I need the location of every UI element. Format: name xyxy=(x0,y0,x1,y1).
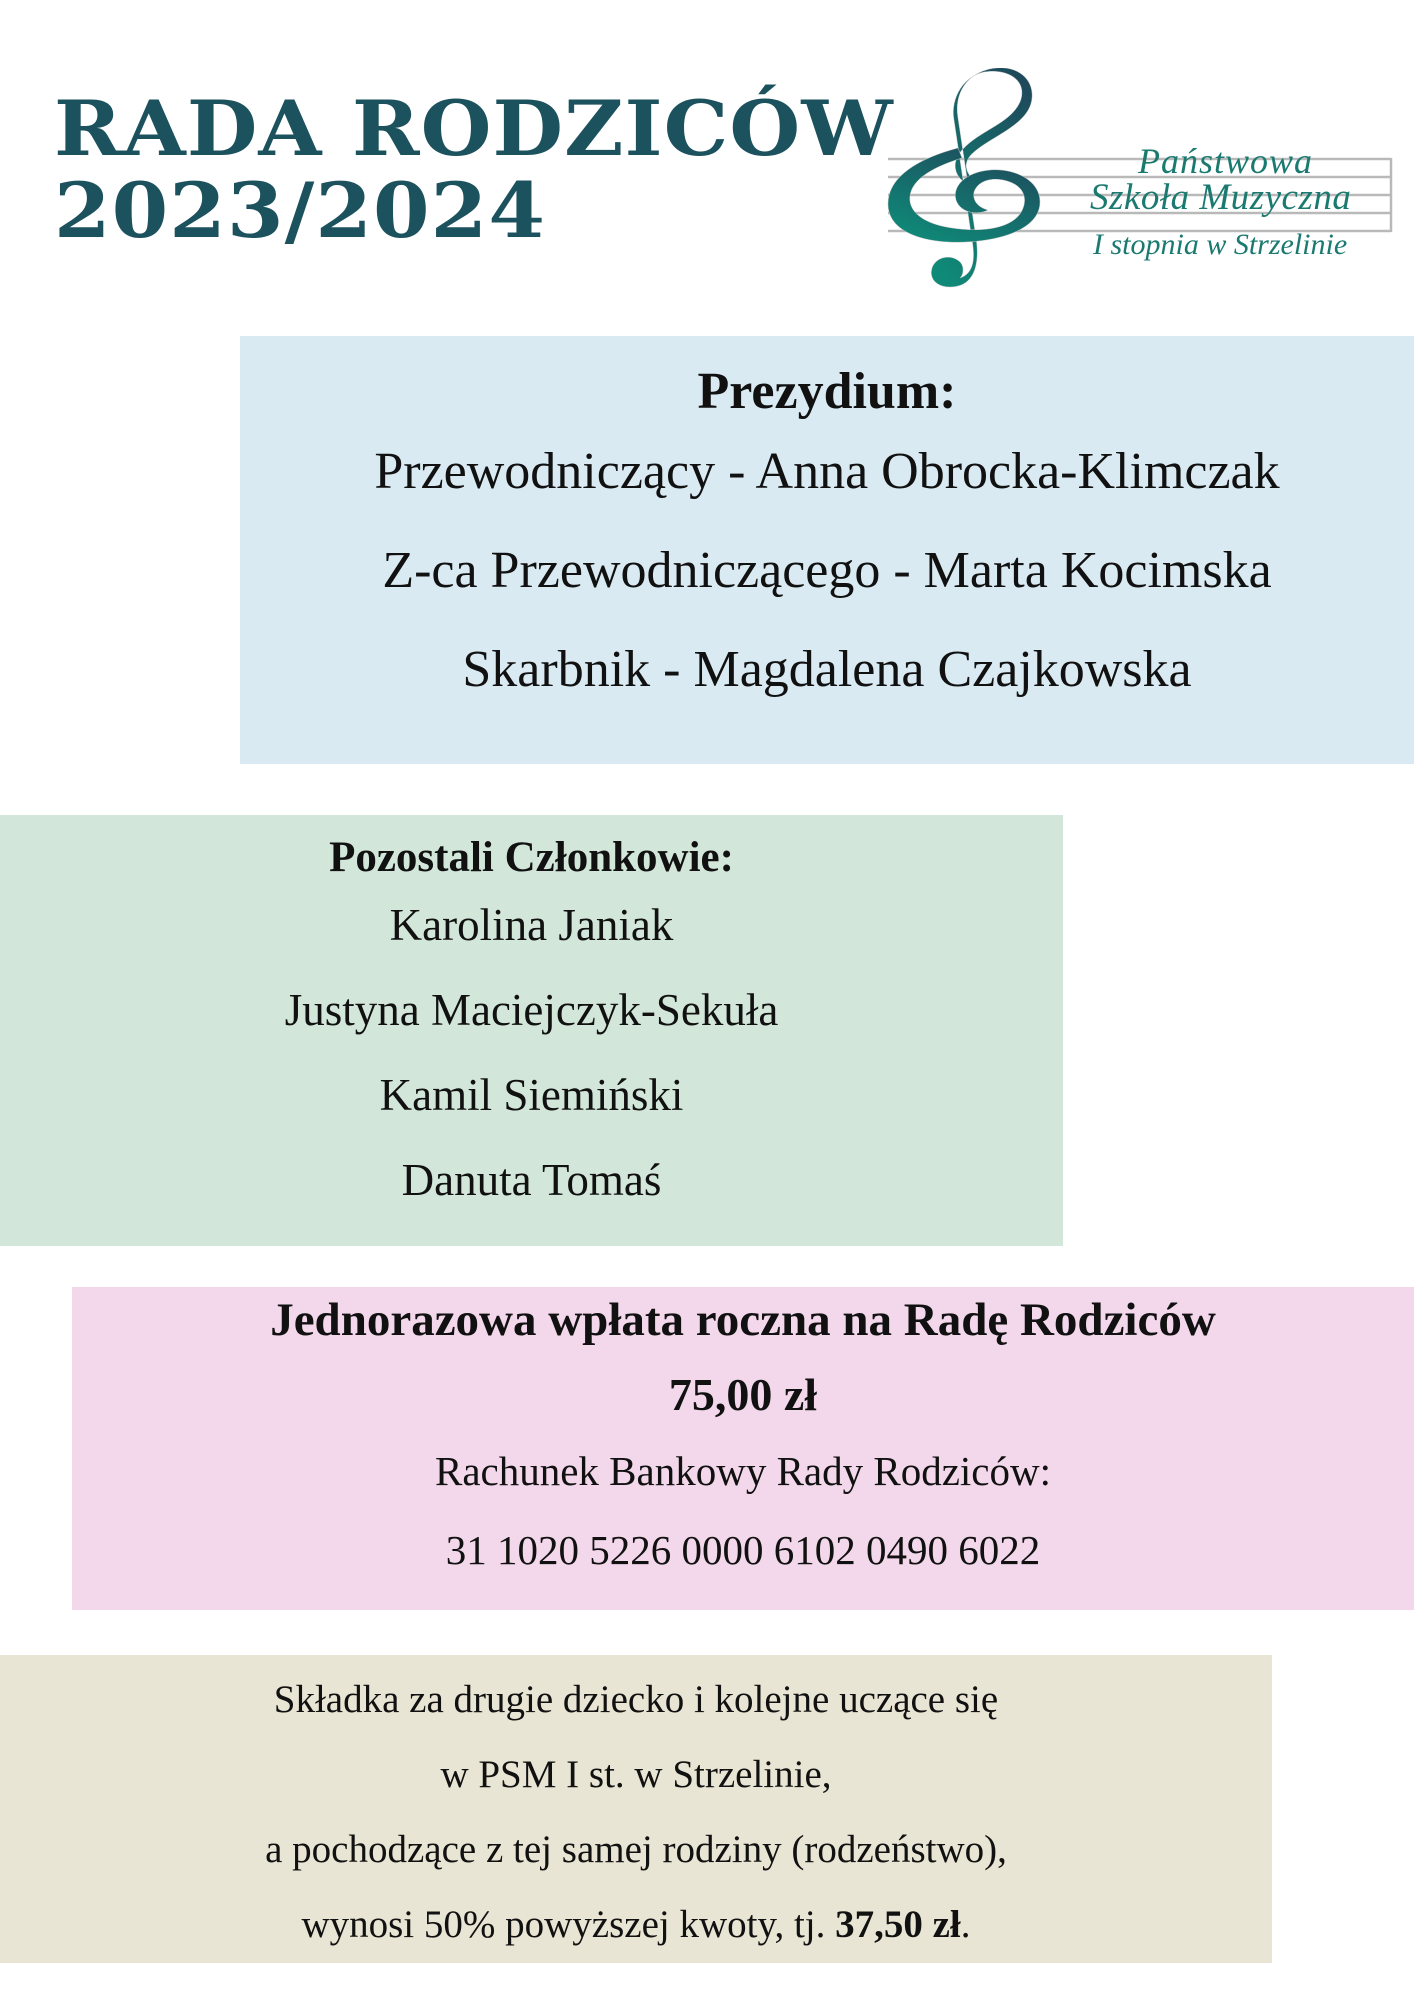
sibling-discount-line xyxy=(0,1887,1272,1962)
payment-section xyxy=(72,1287,1414,1610)
sibling-discount-period: . xyxy=(960,1903,971,1946)
sibling-discount-amount: 37,50 zł xyxy=(835,1903,961,1946)
bank-account-label: Rachunek Bankowy Rady Rodziców: xyxy=(434,1448,1052,1494)
payment-heading: Jednorazowa wpłata roczna na Radę Rodziców xyxy=(270,1294,1216,1346)
payment-amount: 75,00 zł xyxy=(668,1369,818,1420)
page-title xyxy=(54,84,894,255)
sibling-discount-line: a pochodzące z tej samej rodziny (rodzeństwo), xyxy=(265,1828,1007,1871)
logo-text-line2: Szkoła Muzyczna xyxy=(1090,177,1352,218)
sibling-discount-line: Składka za drugie dziecko i kolejne uczące się xyxy=(273,1678,999,1721)
member-item: Kamil Siemiński xyxy=(379,1070,684,1120)
bank-account-number: 31 1020 5226 0000 6102 0490 6022 xyxy=(445,1527,1041,1573)
other-members-heading: Pozostali Członkowie: xyxy=(329,834,734,881)
presidium-section xyxy=(240,336,1414,764)
sibling-discount-line: w PSM I st. w Strzelinie, xyxy=(440,1753,832,1796)
page-title-line1: RADA RODZICÓW xyxy=(54,84,894,173)
logo-text-line1: Państwowa xyxy=(1138,141,1314,181)
sibling-discount-text: wynosi 50% powyższej kwoty, tj. xyxy=(301,1903,826,1946)
member-item: Danuta Tomaś xyxy=(401,1155,662,1205)
logo-text-line3: I stopnia w Strzelinie xyxy=(1093,228,1348,261)
presidium-heading: Prezydium: xyxy=(697,363,957,420)
school-logo xyxy=(880,68,1400,290)
presidium-treasurer: Skarbnik - Magdalena Czajkowska xyxy=(462,641,1192,698)
sibling-discount-section xyxy=(0,1655,1272,1963)
presidium-chair: Przewodniczący - Anna Obrocka-Klimczak xyxy=(374,443,1280,500)
presidium-deputy-chair: Z-ca Przewodniczącego - Marta Kocimska xyxy=(382,542,1272,599)
page-title-year: 2023/2024 xyxy=(54,166,546,255)
other-members-section xyxy=(0,815,1063,1246)
member-item: Karolina Janiak xyxy=(389,900,674,950)
member-item: Justyna Maciejczyk-Sekuła xyxy=(284,985,779,1035)
